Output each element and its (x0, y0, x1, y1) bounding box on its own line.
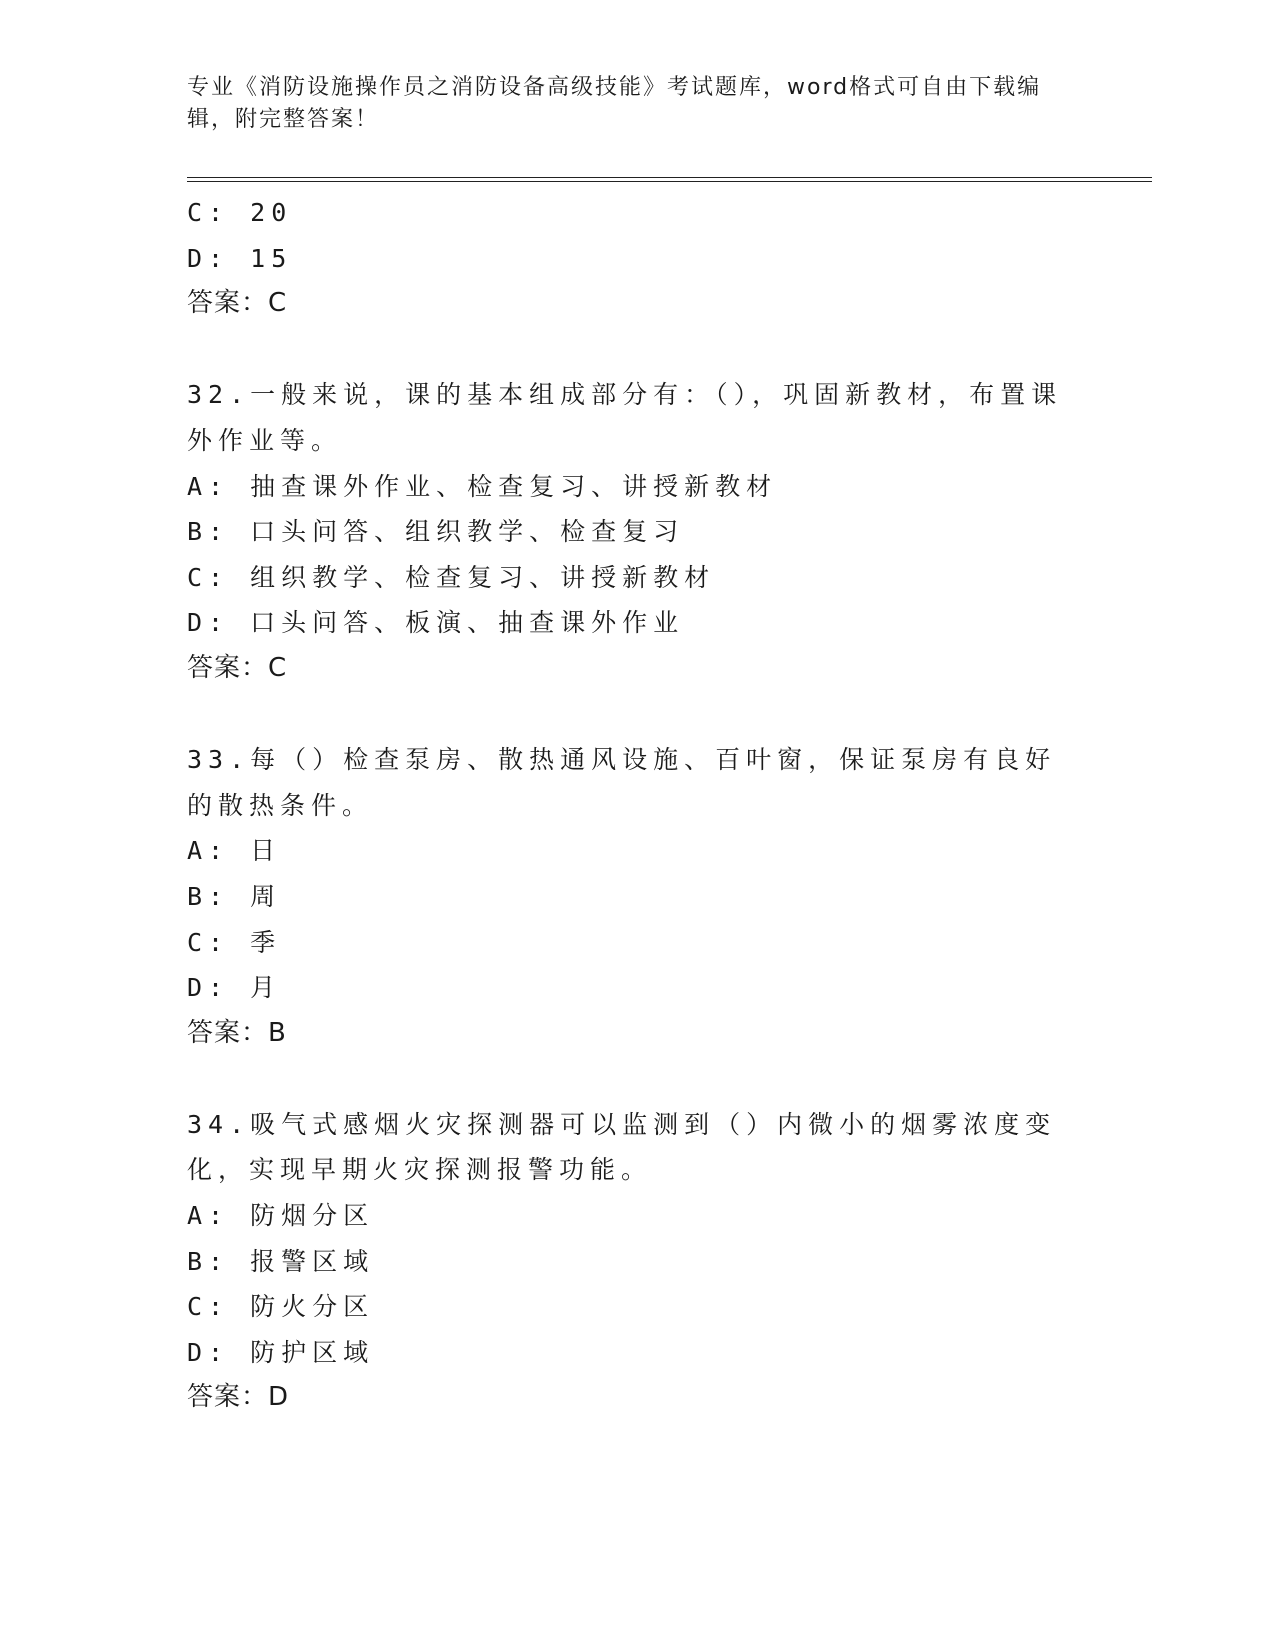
option-d: D: 口头问答、板演、抽查课外作业 (187, 608, 685, 638)
answer-line: 答案：D (187, 1382, 290, 1413)
option-a: A: 防烟分区 (187, 1201, 375, 1231)
option-c: C: 季 (187, 927, 282, 957)
spacer (187, 1056, 1087, 1102)
option-a: A: 抽查课外作业、检查复习、讲授新教材 (187, 471, 778, 501)
question-text: 34.吸气式感烟火灾探测器可以监测到（）内微小的烟雾浓度变化，实现早期火灾探测报警功能。 (187, 1109, 1057, 1185)
question-31-continued (187, 190, 1087, 327)
answer-line: 答案：B (187, 1017, 287, 1048)
question-text: 33.每（）检查泵房、散热通风设施、百叶窗，保证泵房有良好的散热条件。 (187, 745, 1057, 820)
option-c: C: 20 (187, 198, 293, 227)
option-c: C: 组织教学、检查复习、讲授新教材 (187, 562, 716, 592)
document-header: 专业《消防设施操作员之消防设备高级技能》考试题库，word格式可自由下载编辑，附完整答案！ (187, 75, 1042, 132)
answer-line: 答案：C (187, 652, 288, 683)
header-divider-bottom (187, 181, 1152, 182)
option-b: B: 报警区域 (187, 1246, 375, 1276)
question-33 (187, 737, 1087, 1056)
question-34 (187, 1102, 1087, 1421)
spacer (187, 327, 1087, 373)
question-32 (187, 372, 1087, 691)
answer-line: 答案：C (187, 288, 288, 319)
option-a: A: 日 (187, 836, 282, 866)
option-b: B: 口头问答、组织教学、检查复习 (187, 517, 685, 547)
option-c: C: 防火分区 (187, 1292, 375, 1322)
question-text: 32.一般来说，课的基本组成部分有：（），巩固新教材，布置课外作业等。 (187, 380, 1063, 455)
option-d: D: 15 (187, 243, 293, 273)
header-divider-top (187, 177, 1152, 178)
option-d: D: 月 (187, 973, 282, 1003)
spacer (187, 692, 1087, 738)
option-d: D: 防护区域 (187, 1337, 375, 1367)
option-b: B: 周 (187, 881, 282, 911)
question-list (187, 190, 1087, 1421)
